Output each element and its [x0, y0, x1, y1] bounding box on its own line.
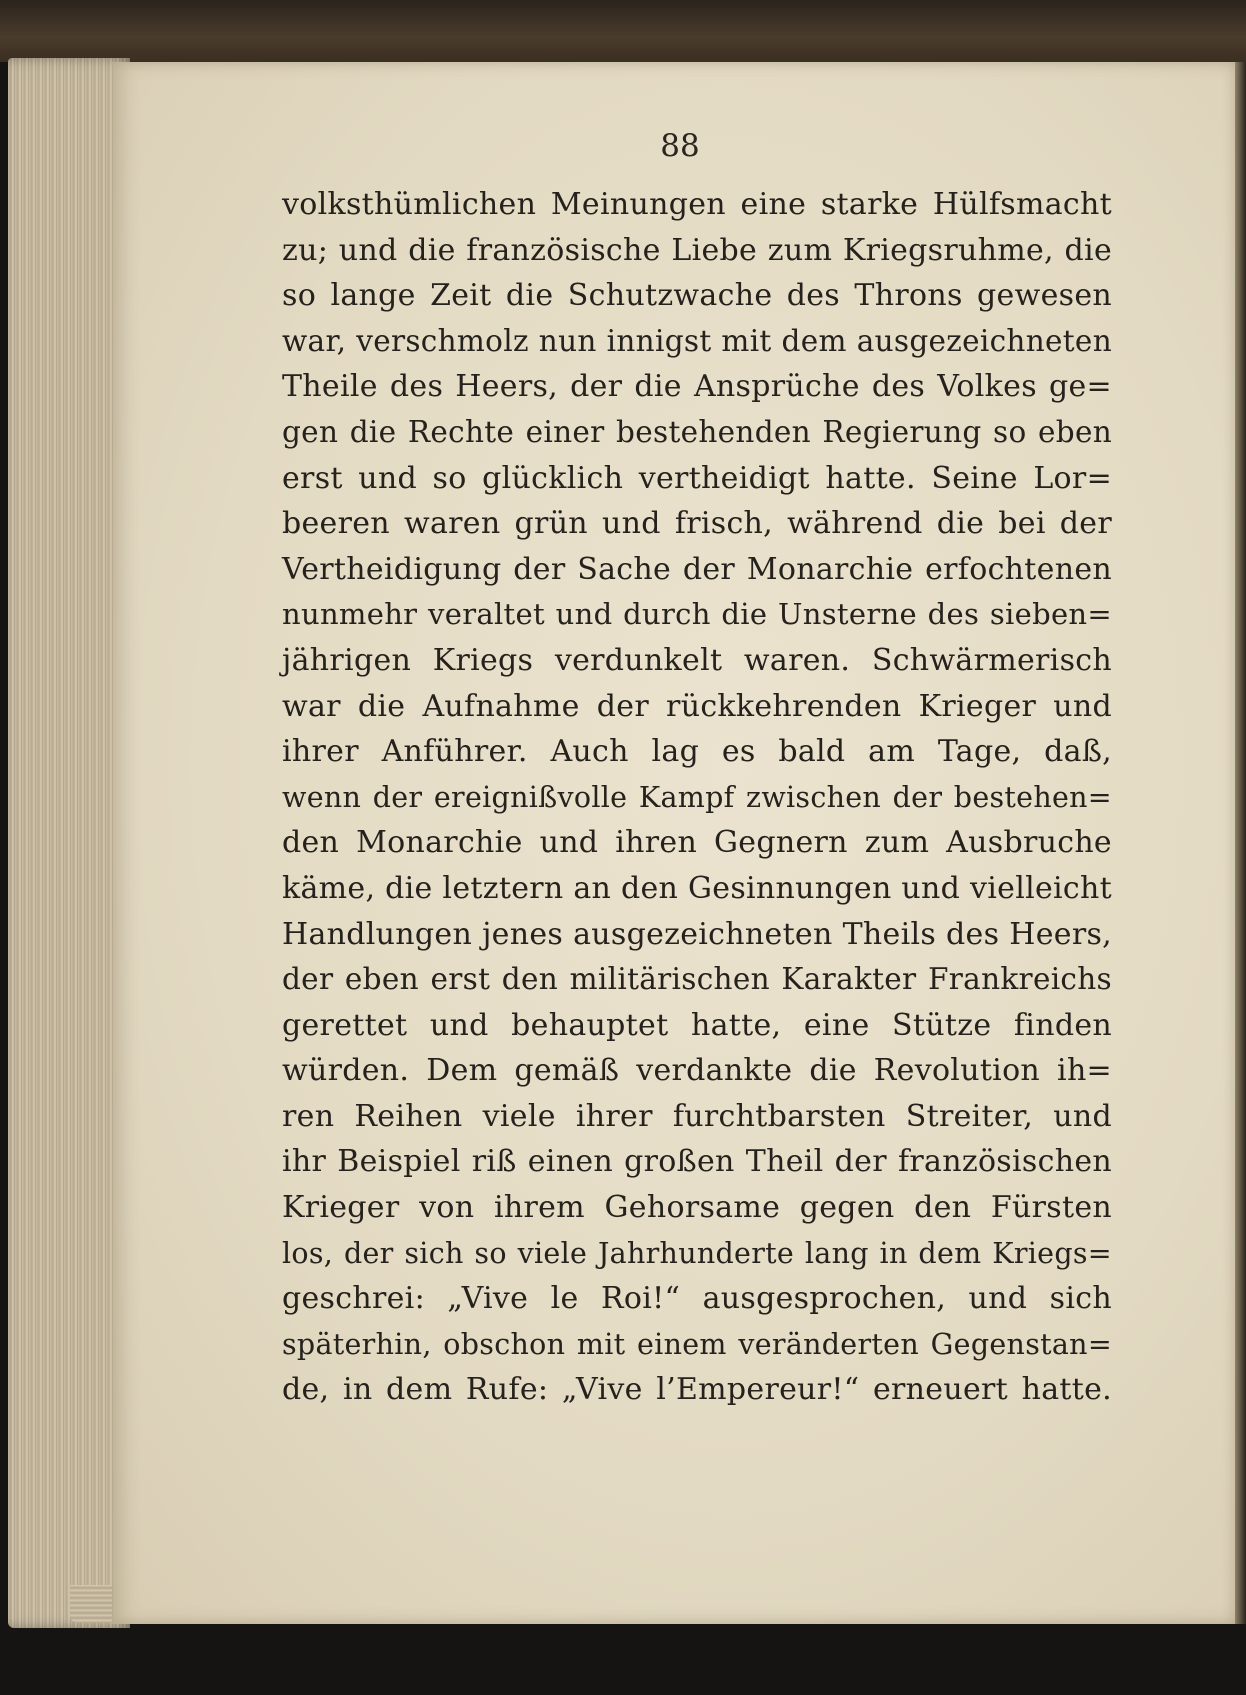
text-line: geschrei: „Vive le Roi!“ ausgesprochen, und sich	[282, 1281, 1112, 1317]
text-line: war die Aufnahme der rückkehrenden Krieger und	[282, 688, 1112, 724]
text-line: käme, die letztern an den Gesinnungen und vielleicht	[282, 870, 1113, 906]
body-text	[282, 182, 1112, 1413]
text-line: wenn der ereignißvolle Kampf zwischen der bestehen=	[282, 780, 1112, 814]
text-line: los, der sich so viele Jahrhunderte lang in dem Kriegs=	[282, 1236, 1112, 1270]
text-line: ren Reihen viele ihrer furchtbarsten Streiter, und	[282, 1098, 1112, 1134]
text-line: ihr Beispiel riß einen großen Theil der französischen	[282, 1144, 1112, 1180]
text-line: de, in dem Rufe: „Vive l’Empereur!“ erneuert hatte.	[282, 1372, 1112, 1408]
text-line: ihrer Anführer. Auch lag es bald am Tage, daß,	[282, 734, 1112, 770]
book-cover-top	[0, 0, 1246, 62]
text-line: volksthümlichen Meinungen eine starke Hülfsmacht	[282, 187, 1112, 222]
page-number: 88	[660, 128, 700, 164]
text-line: Krieger von ihrem Gehorsame gegen den Fürsten	[282, 1190, 1112, 1226]
text-line: späterhin, obschon mit einem veränderten Gegenstan=	[282, 1327, 1112, 1361]
text-line: erst und so glücklich vertheidigt hatte. Seine Lor=	[282, 460, 1112, 496]
text-line: war, verschmolz nun innigst mit dem ausgezeichneten	[282, 323, 1112, 358]
text-line: den Monarchie und ihren Gegnern zum Ausbruche	[282, 825, 1112, 861]
text-line: würden. Dem gemäß verdankte die Revolution ih=	[282, 1053, 1112, 1089]
text-line: Theile des Heers, der die Ansprüche des Volkes ge=	[282, 369, 1112, 405]
text-line: so lange Zeit die Schutzwache des Throns gewesen	[282, 278, 1112, 314]
text-line: nunmehr veraltet und durch die Unsterne des sieben=	[282, 597, 1112, 632]
text-line: gerettet und behauptet hatte, eine Stütze finden	[282, 1007, 1112, 1043]
text-line: der eben erst den militärischen Karakter Frankreichs	[282, 962, 1112, 997]
text-line: gen die Rechte einer bestehenden Regierung so eben	[282, 414, 1112, 449]
text-line: Handlungen jenes ausgezeichneten Theils des Heers,	[282, 916, 1112, 952]
text-line: beeren waren grün und frisch, während die bei der	[282, 506, 1112, 542]
text-line: Vertheidigung der Sache der Monarchie erfochtenen	[282, 551, 1112, 587]
text-line: jährigen Kriegs verdunkelt waren. Schwärmerisch	[282, 642, 1112, 678]
text-line: zu; und die französische Liebe zum Kriegsruhme, die	[282, 232, 1112, 268]
